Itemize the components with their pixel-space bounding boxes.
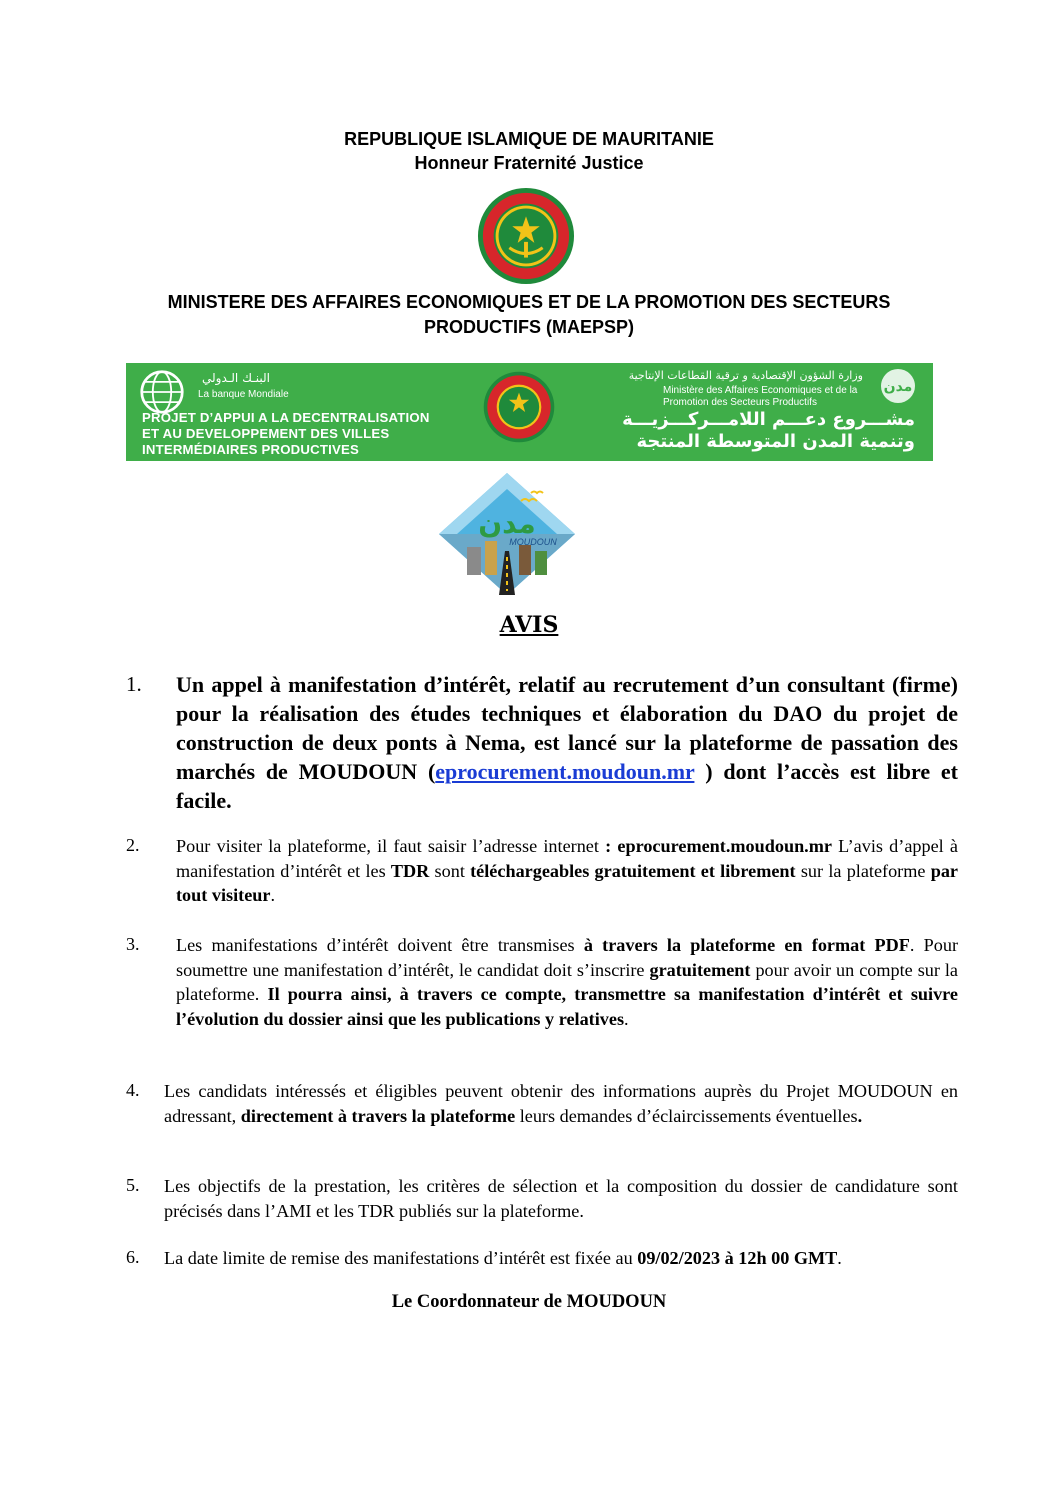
item-number: 3. <box>126 934 140 954</box>
item4-bold: . <box>857 1105 863 1126</box>
motto-heading: Honneur Fraternité Justice <box>414 153 644 173</box>
ministry-heading <box>0 290 1058 340</box>
item1-text-b: ) dont l’accès est libre et facile. <box>176 759 958 813</box>
notice-item-5 <box>164 1174 958 1223</box>
item4-text: Les candidats intéressés et éligibles peuvent obtenir des informations auprès du Projet MOUDOUN en adressant, <box>164 1081 958 1126</box>
item3-text: pour avoir un compte sur la plateforme. <box>176 959 958 1004</box>
item2-text: sur la plateforme <box>795 860 931 881</box>
project-name-arabic-line2: وتنمية المدن المتوسطة المنتجة <box>636 431 915 452</box>
project-name-line1: PROJET D’APPUI A LA DECENTRALISATION <box>142 410 430 425</box>
item2-bold: téléchargeables gratuitement et librement <box>470 860 796 881</box>
ministry-french <box>663 385 863 409</box>
notice-item-2 <box>176 834 958 908</box>
mauritania-seal-icon <box>477 187 575 285</box>
project-name-arabic <box>535 409 915 453</box>
eprocurement-link[interactable]: eprocurement.moudoun.mr <box>435 759 695 784</box>
item2-bold: par tout visiteur <box>176 860 958 905</box>
project-name-line3: INTERMÉDIAIRES PRODUCTIVES <box>142 442 359 457</box>
svg-text:مدن: مدن <box>883 379 913 395</box>
item-number: 5. <box>126 1175 140 1195</box>
notice-title: AVIS <box>499 612 559 638</box>
moudoun-logo-icon <box>437 471 577 597</box>
item2-text: Pour visiter la plateforme, il faut saisir l’adresse internet <box>176 836 606 856</box>
item3-bold: Il pourra ainsi, à travers ce compte, transmettre sa manifestation d’intérêt et suivre l’évolution du dossier ainsi que les publications y relatives <box>176 984 958 1029</box>
deadline-date: 09/02/2023 à 12h 00 GMT <box>637 1248 838 1268</box>
item1-text-a: Un appel à manifestation d’intérêt, relatif au recrutement d’un consultant (firme) pour la réalisation des études techniques et élaboration du DAO du projet de construction de deux ponts à Nema, est lancé sur la plateforme de passation des marchés de MOUDOUN ( <box>176 672 958 784</box>
ministry-arabic: وزارة الشؤون الإقتصادية و ترقية القطاعات الإنتاجية <box>628 369 863 382</box>
ministry-french-line1: Ministère des Affaires Economiques et de la <box>663 385 858 396</box>
project-name-arabic-line1: مشـــروع دعـــم اللامـــركـــزيـــة <box>622 409 915 430</box>
item-number: 1. <box>126 672 142 696</box>
item2-text: sont <box>429 860 471 881</box>
item3-text: . Pour soumettre une manifestation d’intérêt, le candidat doit s’inscrire <box>176 935 959 980</box>
item4-bold: directement à travers la plateforme <box>240 1105 516 1126</box>
item3-text: . <box>624 1008 629 1029</box>
notice-item-4 <box>164 1079 958 1128</box>
ministry-french-line2: Promotion des Secteurs Productifs <box>663 397 817 408</box>
item2-bold: : eprocurement.moudoun.mr <box>605 836 832 856</box>
notice-item-6 <box>164 1246 958 1271</box>
ministry-heading-line2: PRODUCTIFS (MAEPSP) <box>423 317 634 337</box>
item2-bold: TDR <box>390 860 430 881</box>
item2-text: . <box>270 885 276 905</box>
notice-item-3 <box>176 933 958 1031</box>
ministry-heading-line1: MINISTERE DES AFFAIRES ECONOMIQUES ET DE LA PROMOTION DES SECTEURS <box>167 292 891 312</box>
project-banner <box>126 363 933 461</box>
item6-text: La date limite de remise des manifestations d’intérêt est fixée au <box>164 1248 638 1268</box>
moudoun-logo-label: MOUDOUN <box>509 537 557 547</box>
project-name-french <box>142 410 482 458</box>
item6-text: . <box>837 1248 842 1268</box>
world-bank-globe-icon <box>139 369 185 415</box>
world-bank-arabic: البنـك الـدولي <box>202 371 270 385</box>
world-bank-french: La banque Mondiale <box>198 389 289 400</box>
project-name-line2: ET AU DEVELOPPEMENT DES VILLES <box>142 426 390 441</box>
item5-text: Les objectifs de la prestation, les critères de sélection et la composition du dossier de candidature sont précisés dans l’AMI et les TDR publiés sur la plateforme. <box>164 1176 958 1221</box>
item2-text: L’avis d’appel à manifestation d’intérêt et les <box>176 836 958 881</box>
item-number: 2. <box>126 835 140 855</box>
item-number: 4. <box>126 1080 140 1100</box>
notice-item-1 <box>176 670 958 815</box>
item3-bold: gratuitement <box>649 959 751 980</box>
svg-text:مدن: مدن <box>478 507 536 540</box>
moudoun-mini-logo-icon <box>871 367 925 405</box>
signature-line: Le Coordonnateur de MOUDOUN <box>391 1292 667 1312</box>
item3-bold: à travers la plateforme en format PDF <box>583 935 910 955</box>
country-heading: REPUBLIQUE ISLAMIQUE DE MAURITANIE <box>344 129 714 149</box>
item4-text: leurs demandes d’éclaircissements éventuelles <box>515 1105 858 1126</box>
item3-text: Les manifestations d’intérêt doivent être transmises <box>176 935 584 955</box>
item-number: 6. <box>126 1247 140 1267</box>
